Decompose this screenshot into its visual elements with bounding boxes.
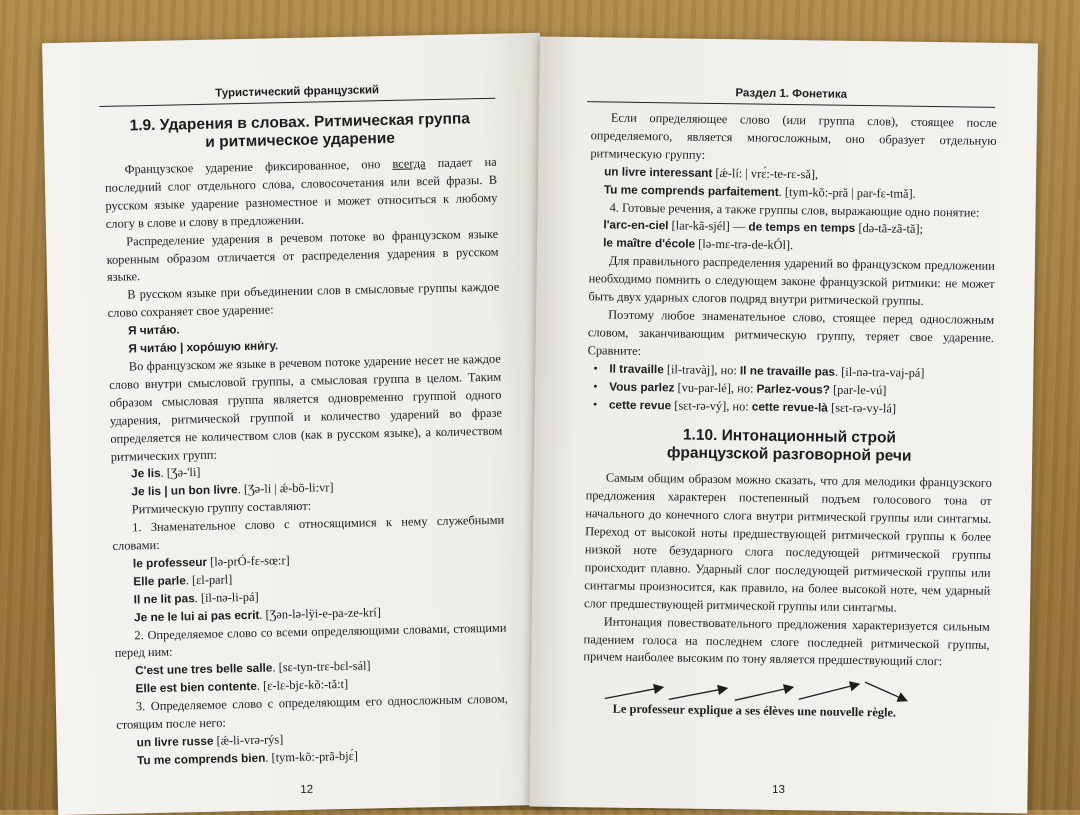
section-title: 1.9. Ударения в словах. Ритмическая группа и ритмическое ударение <box>129 110 471 151</box>
paragraph: Ритмическую группу составляют: <box>131 498 312 517</box>
paragraph: Распределение ударения в речевом потоке во французском языке коренным образом отличается от распределения ударения в русском языке. <box>106 226 499 285</box>
example: Tu me comprends parfaitement. [tym-kõ:-prǎ | par-fɛ-tmǎ]. <box>603 182 916 201</box>
example: Je ne le lui ai pas ecrit. [Ʒən-lə-lÿi-e-pa-ze-krí] <box>133 604 381 625</box>
left-page-content <box>104 110 510 771</box>
list-item: • Il travaille [il-travàj], но: Il ne travaille pas. [il-nə-tra-vaj-pá] <box>587 360 993 384</box>
right-page-content <box>582 109 997 734</box>
paragraph: Французское ударение фиксированное, оно всегда падает на последний слог отдельного слова, словосочетания или всей фразы. В русском языке ударение разноместное и может относиться к любому слогу в слове и слову в предложении. <box>104 154 498 231</box>
example: Il ne lit pas. [il-nə-li-pá] <box>133 589 259 607</box>
section-title: 1.10. Интонационный строй французской разговорной речи <box>666 426 912 466</box>
paragraph: 1. Знаменательное слово с относящимися к нему служебными словами: <box>112 512 505 553</box>
paragraph: В русском языке при объединении слов в смысловые группы каждое слово сохраняет свое ударение: <box>107 280 500 321</box>
list-item: • Vous parlez [vu-par-lé], но: Parlez-vous? [par-le-vú] <box>587 378 993 402</box>
paragraph: 3. Определяемое слово с определяющим его односложным словом, стоящим после него: <box>116 691 509 732</box>
example: le maître d'école [lə-mɛ-trə-de-kÓl]. <box>603 235 794 253</box>
page-number: 13 <box>772 783 786 797</box>
running-head: Раздел 1. Фонетика <box>587 85 995 108</box>
paragraph: 2. Определяемое слово со всеми определяющими словами, стоящими перед ним: <box>114 620 507 661</box>
right-page <box>529 37 1038 814</box>
example: Я читáю | хорóшую кни́гу. <box>128 338 279 356</box>
paragraph: Поэтому любое знаменательное слово, стоящее перед односложным словом, заканчивающим ритмическую группу, теряет свое ударение. Сравните: <box>587 307 995 358</box>
running-head: Туристический французский <box>99 82 495 107</box>
example: C'est une tres belle salle. [sɛ-tyn-trɛ-bɛl-sál] <box>135 658 371 678</box>
example: un livre interessant [ǽ-lí: | vrɛ́:-te-rɛ-sǎ], <box>604 164 819 182</box>
example: Elle parle. [ɛl-parl] <box>133 572 233 589</box>
paragraph: Самым общим образом можно сказать, что для мелодики французского предложения характерен постепенный подъем голосового тона от начального до конечного слога внутри ритмической группы или синтагмы. Переход от высокой ноты предшествующей ритмической группы к более низкой ноте безударного слога последующей ритмической группы происходит плавно. Ударный слог последующей ритмической группы или синтагмы произносится, как правило, на более высокой ноте, чем ударный слог предшествующей ритмической группы или синтагмы. <box>584 470 992 615</box>
example: le professeur [lə-prÓ-fɛ-sœ:r] <box>132 553 290 571</box>
paragraph: 4. Готовые речения, а также группы слов, выражающие одно понятие: <box>609 200 980 220</box>
paragraph: Если определяющее слово (или группа слов), стоящее после определяемого, является многосложным, оно образует отдельную ритмическую группу: <box>590 110 997 162</box>
example: Je lis. [Ʒə-'li] <box>130 465 201 481</box>
paragraph: Интонация повествовательного предложения характеризуется сильным падением голоса на последнем слоге последней ритмической группы, причем наиболее высоким по тону является предшествующий слог: <box>583 614 990 669</box>
intonation-diagram <box>582 671 989 735</box>
paragraph: Для правильного распределения ударений во французском предложении необходимо помнить о следующем законе французской ритмики: не может быть двух ударных слогов подряд внутри ритмической группы. <box>588 253 995 308</box>
left-page <box>42 33 556 815</box>
example: Я читáю. <box>127 322 180 338</box>
example: un livre russe [ǽ-li-vrə-rýs] <box>136 732 284 750</box>
list-item: • cette revue [sɛt-rə-vý], но: cette revue-là [sɛt-rə-vy-lá] <box>587 396 993 420</box>
paragraph: Во французском же языке в речевом потоке ударение несет не каждое слово внутри смысловой группы, а смысловая группа в целом. Таким образом смысловая группа является одновременно группой одного ударения, ритмической группой и количество ударений во фразе определяется не количеством слов (как в русском языке), а количеством ритмических групп: <box>109 351 503 464</box>
page-number: 12 <box>300 783 314 796</box>
example: Tu me comprends bien. [tym-kõ:-prã-bjɛ́] <box>136 748 359 768</box>
comparison-list <box>587 360 994 419</box>
example-sentence: Le professeur explique a ses élèves une nouvelle règle. <box>612 701 897 720</box>
example: Je lis | un bon livre. [Ʒə-li | ǽ-bõ-li:vr] <box>131 480 334 499</box>
example: l'arc-en-ciel [lar-kã-sjél] — de temps en temps [də-tã-zã-tǎ]; <box>603 217 924 237</box>
example: Elle est bien contente. [ɛ-lɛ-bjɛ-kõ:-tǎ:t] <box>135 677 349 696</box>
